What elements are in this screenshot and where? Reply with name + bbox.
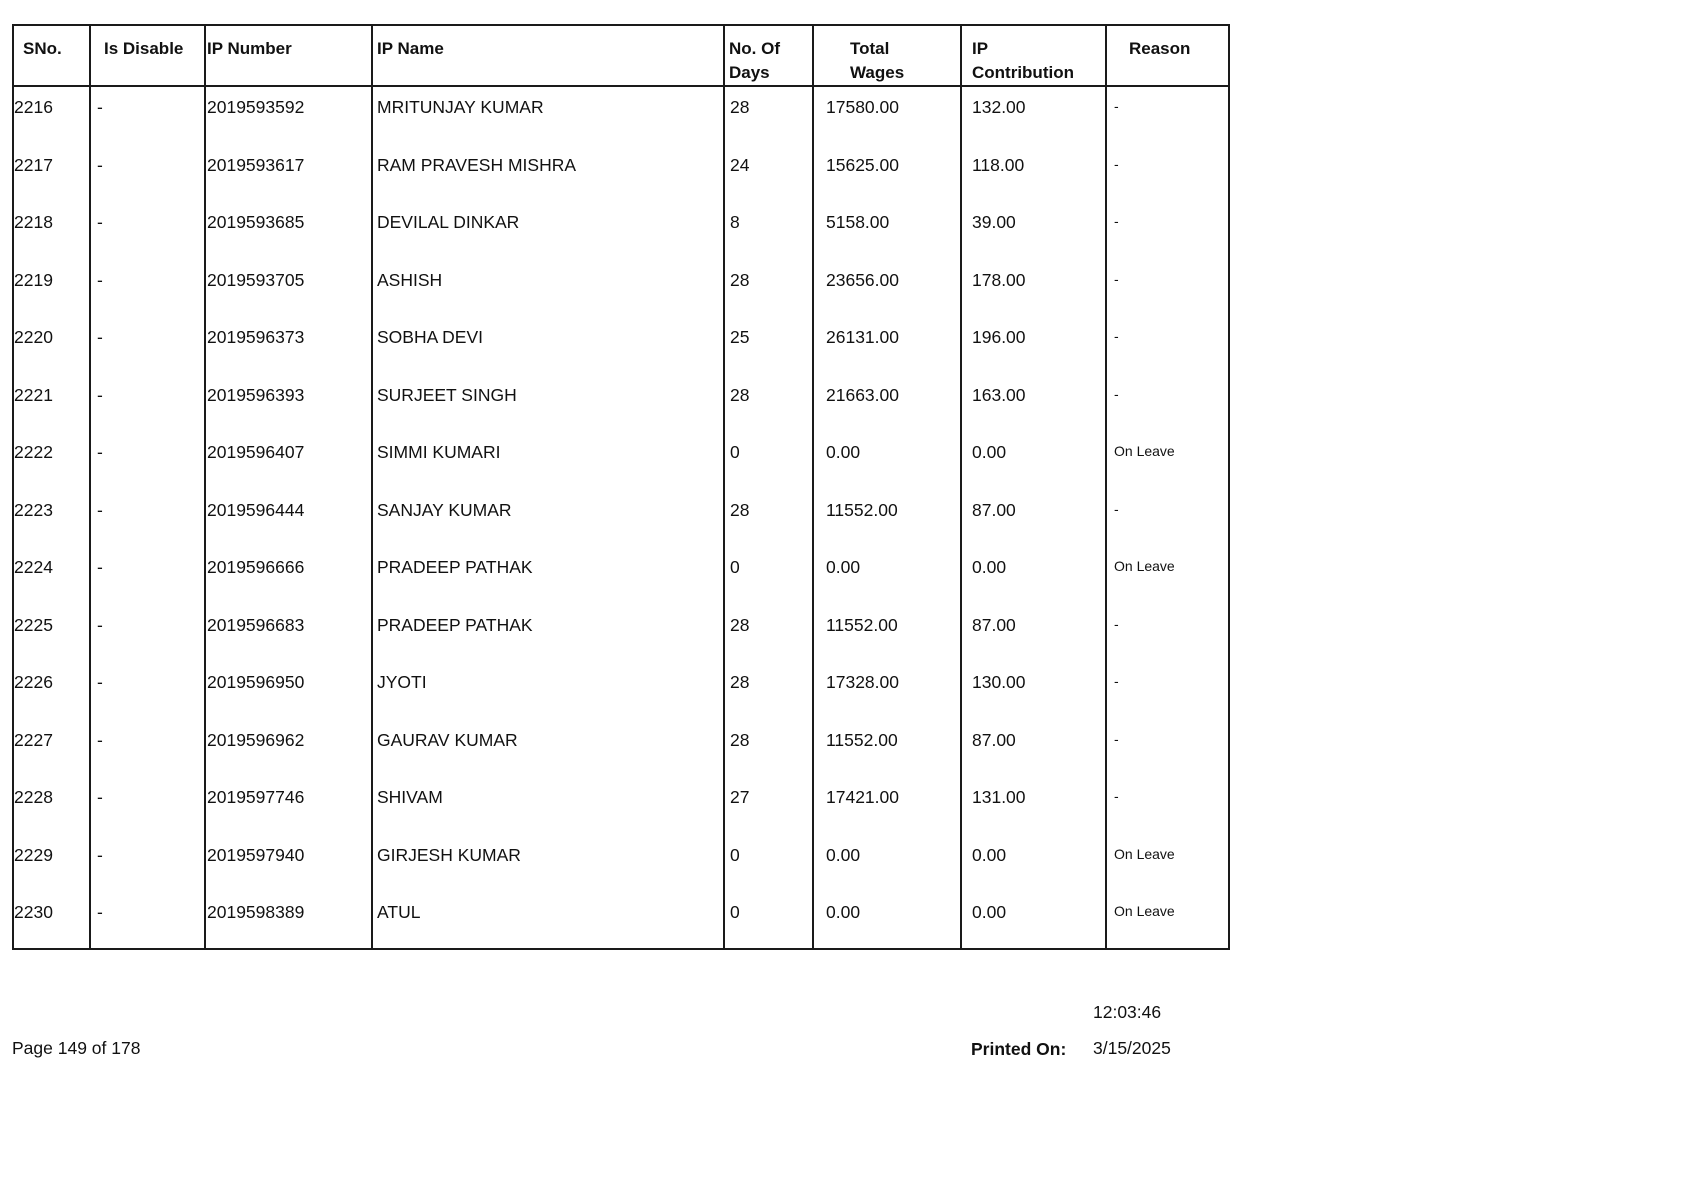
col-header-ip-contribution: IP Contribution	[961, 25, 1106, 86]
cell-sno: 2228	[13, 777, 90, 835]
cell-total-wages: 5158.00	[813, 202, 961, 260]
cell-days: 28	[724, 490, 813, 548]
cell-ip-number: 2019593617	[205, 145, 372, 203]
cell-is-disable: -	[90, 720, 205, 778]
table-row	[13, 490, 1229, 548]
cell-ip-number: 2019596444	[205, 490, 372, 548]
cell-sno: 2225	[13, 605, 90, 663]
cell-days: 25	[724, 317, 813, 375]
cell-total-wages: 0.00	[813, 892, 961, 949]
cell-sno: 2219	[13, 260, 90, 318]
cell-ip-number: 2019596962	[205, 720, 372, 778]
cell-days: 28	[724, 720, 813, 778]
cell-days: 28	[724, 260, 813, 318]
cell-ip-number: 2019598389	[205, 892, 372, 949]
cell-ip-number: 2019596373	[205, 317, 372, 375]
header-row	[13, 25, 1229, 86]
cell-total-wages: 11552.00	[813, 720, 961, 778]
cell-total-wages: 23656.00	[813, 260, 961, 318]
cell-is-disable: -	[90, 662, 205, 720]
cell-is-disable: -	[90, 432, 205, 490]
table-row	[13, 662, 1229, 720]
cell-reason: -	[1114, 730, 1119, 747]
cell-days: 28	[724, 605, 813, 663]
cell-ip-contribution: 0.00	[961, 835, 1106, 893]
table-body	[13, 86, 1229, 949]
cell-reason: On Leave	[1114, 845, 1175, 862]
cell-days: 28	[724, 375, 813, 433]
cell-ip-contribution: 178.00	[961, 260, 1106, 318]
cell-reason: -	[1114, 98, 1119, 114]
cell-days: 24	[724, 145, 813, 203]
cell-ip-contribution: 39.00	[961, 202, 1106, 260]
cell-ip-contribution: 0.00	[961, 432, 1106, 490]
cell-ip-number: 2019597746	[205, 777, 372, 835]
col-header-total-wages: Total Wages	[813, 25, 961, 86]
table-row	[13, 260, 1229, 318]
cell-sno: 2222	[13, 432, 90, 490]
cell-ip-number: 2019593592	[205, 86, 372, 145]
cell-days: 8	[724, 202, 813, 260]
cell-total-wages: 15625.00	[813, 145, 961, 203]
cell-is-disable: -	[90, 777, 205, 835]
cell-reason: -	[1114, 155, 1119, 172]
cell-ip-name: GIRJESH KUMAR	[372, 835, 724, 893]
cell-total-wages: 0.00	[813, 432, 961, 490]
cell-ip-name: SANJAY KUMAR	[372, 490, 724, 548]
cell-ip-contribution: 87.00	[961, 490, 1106, 548]
cell-days: 28	[724, 86, 813, 145]
col-header-is-disable: Is Disable	[90, 25, 205, 86]
cell-total-wages: 11552.00	[813, 605, 961, 663]
cell-reason: -	[1114, 270, 1119, 287]
cell-ip-number: 2019596393	[205, 375, 372, 433]
cell-ip-contribution: 0.00	[961, 892, 1106, 949]
cell-ip-contribution: 130.00	[961, 662, 1106, 720]
cell-is-disable: -	[90, 835, 205, 893]
cell-ip-number: 2019597940	[205, 835, 372, 893]
table-row	[13, 547, 1229, 605]
cell-total-wages: 0.00	[813, 835, 961, 893]
cell-is-disable: -	[90, 145, 205, 203]
cell-ip-number: 2019596666	[205, 547, 372, 605]
page-number: Page 149 of 178	[12, 1038, 141, 1058]
cell-sno: 2220	[13, 317, 90, 375]
cell-ip-contribution: 0.00	[961, 547, 1106, 605]
cell-is-disable: -	[90, 86, 205, 145]
cell-sno: 2216	[13, 86, 90, 145]
table-row	[13, 777, 1229, 835]
table-row	[13, 202, 1229, 260]
cell-sno: 2229	[13, 835, 90, 893]
cell-sno: 2221	[13, 375, 90, 433]
cell-days: 0	[724, 547, 813, 605]
print-date: 3/15/2025	[1093, 1038, 1171, 1058]
cell-is-disable: -	[90, 605, 205, 663]
table-row	[13, 835, 1229, 893]
cell-reason: -	[1114, 213, 1119, 229]
cell-ip-name: RAM PRAVESH MISHRA	[372, 145, 724, 203]
cell-reason: -	[1114, 673, 1119, 689]
cell-ip-name: PRADEEP PATHAK	[372, 605, 724, 663]
cell-ip-number: 2019596683	[205, 605, 372, 663]
cell-is-disable: -	[90, 260, 205, 318]
cell-reason: -	[1114, 615, 1119, 632]
cell-total-wages: 17328.00	[813, 662, 961, 720]
cell-sno: 2218	[13, 202, 90, 260]
cell-ip-contribution: 87.00	[961, 605, 1106, 663]
cell-ip-name: SOBHA DEVI	[372, 317, 724, 375]
cell-ip-name: PRADEEP PATHAK	[372, 547, 724, 605]
table-row	[13, 86, 1229, 145]
cell-reason: On Leave	[1114, 558, 1175, 574]
cell-days: 0	[724, 432, 813, 490]
col-header-ip-number: IP Number	[205, 25, 372, 86]
cell-total-wages: 17421.00	[813, 777, 961, 835]
cell-reason: -	[1114, 385, 1119, 402]
cell-total-wages: 17580.00	[813, 86, 961, 145]
print-time: 12:03:46	[1093, 1002, 1162, 1022]
cell-days: 27	[724, 777, 813, 835]
cell-ip-number: 2019593705	[205, 260, 372, 318]
table-row	[13, 375, 1229, 433]
cell-total-wages: 0.00	[813, 547, 961, 605]
table-row	[13, 605, 1229, 663]
cell-days: 28	[724, 662, 813, 720]
cell-ip-name: ATUL	[372, 892, 724, 949]
cell-ip-name: GAURAV KUMAR	[372, 720, 724, 778]
cell-ip-name: MRITUNJAY KUMAR	[372, 86, 724, 145]
cell-is-disable: -	[90, 317, 205, 375]
table-row	[13, 145, 1229, 203]
cell-reason: On Leave	[1114, 443, 1175, 459]
cell-is-disable: -	[90, 892, 205, 949]
cell-ip-name: ASHISH	[372, 260, 724, 318]
cell-ip-number: 2019596950	[205, 662, 372, 720]
cell-ip-number: 2019596407	[205, 432, 372, 490]
cell-sno: 2223	[13, 490, 90, 548]
table-row	[13, 432, 1229, 490]
cell-ip-contribution: 132.00	[961, 86, 1106, 145]
cell-ip-contribution: 196.00	[961, 317, 1106, 375]
table-row	[13, 892, 1229, 949]
printed-on-label: Printed On:	[971, 1039, 1067, 1059]
col-header-ip-name: IP Name	[372, 25, 724, 86]
cell-ip-contribution: 118.00	[961, 145, 1106, 203]
cell-sno: 2224	[13, 547, 90, 605]
cell-sno: 2217	[13, 145, 90, 203]
cell-total-wages: 26131.00	[813, 317, 961, 375]
cell-ip-contribution: 131.00	[961, 777, 1106, 835]
table-row	[13, 317, 1229, 375]
cell-sno: 2230	[13, 892, 90, 949]
col-header-days: No. Of Days	[724, 25, 813, 86]
col-header-reason: Reason	[1106, 25, 1229, 86]
cell-ip-name: JYOTI	[372, 662, 724, 720]
cell-ip-contribution: 87.00	[961, 720, 1106, 778]
cell-ip-name: SIMMI KUMARI	[372, 432, 724, 490]
cell-ip-name: DEVILAL DINKAR	[372, 202, 724, 260]
table-header	[13, 25, 1229, 86]
table-row	[13, 720, 1229, 778]
cell-is-disable: -	[90, 547, 205, 605]
cell-ip-name: SURJEET SINGH	[372, 375, 724, 433]
cell-reason: -	[1114, 788, 1119, 804]
cell-is-disable: -	[90, 202, 205, 260]
cell-sno: 2226	[13, 662, 90, 720]
contribution-table	[12, 24, 1230, 950]
cell-reason: -	[1114, 500, 1119, 517]
col-header-sno: SNo.	[13, 25, 90, 86]
cell-days: 0	[724, 892, 813, 949]
cell-reason: On Leave	[1114, 903, 1175, 919]
cell-reason: -	[1114, 328, 1119, 344]
cell-days: 0	[724, 835, 813, 893]
cell-is-disable: -	[90, 375, 205, 433]
cell-total-wages: 11552.00	[813, 490, 961, 548]
cell-total-wages: 21663.00	[813, 375, 961, 433]
cell-ip-number: 2019593685	[205, 202, 372, 260]
cell-ip-name: SHIVAM	[372, 777, 724, 835]
cell-ip-contribution: 163.00	[961, 375, 1106, 433]
cell-sno: 2227	[13, 720, 90, 778]
cell-is-disable: -	[90, 490, 205, 548]
